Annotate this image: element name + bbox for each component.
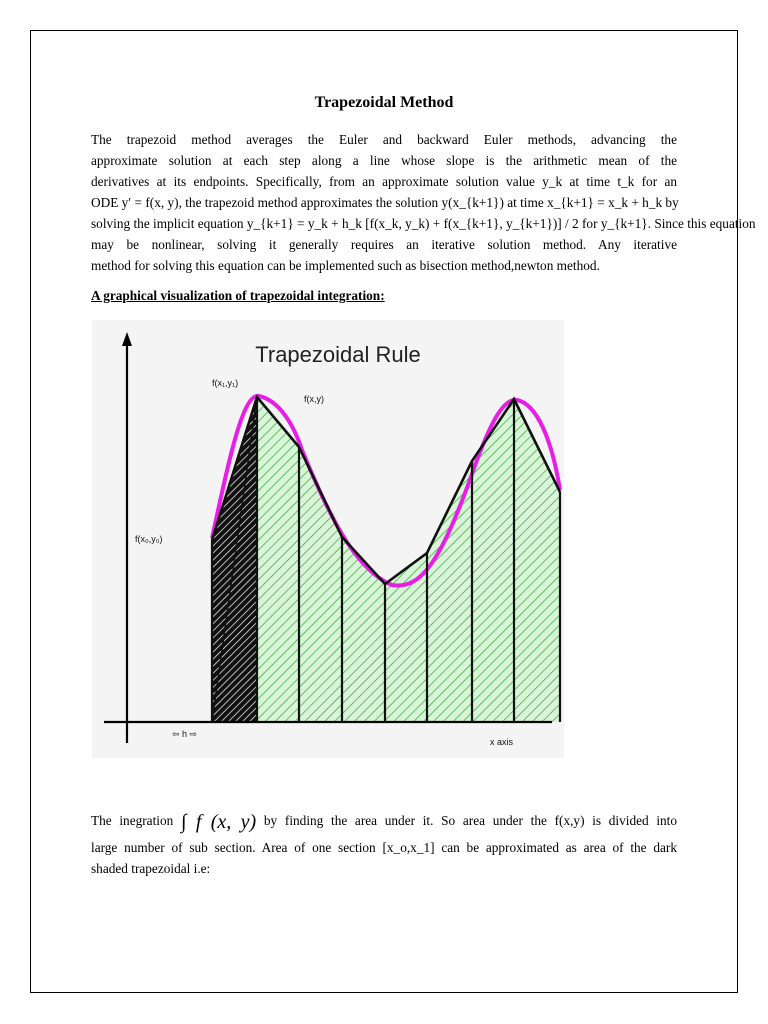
para1-line6: may be nonlinear, solving it generally requires an iterative solution method. Any iterative [91, 237, 677, 252]
intro-paragraph [91, 129, 756, 276]
label-fx1y1: f(x₁,y₁) [212, 378, 239, 388]
integration-paragraph [91, 806, 677, 879]
trapezoidal-rule-figure [92, 320, 564, 758]
para1-line2: approximate solution at each step along a line whose slope is the arithmetic mean of the [91, 153, 677, 168]
para2-line1 [91, 806, 677, 837]
label-x-axis: x axis [490, 737, 514, 747]
para2-line1-pre: The inegration [91, 813, 174, 828]
para1-line7: method for solving this equation can be implemented such as bisection method,newton method. [91, 258, 600, 273]
section-subheading: A graphical visualization of trapezoidal integration: [91, 288, 385, 303]
para2-line2: large number of sub section. Area of one section [x_o,x_1] can be approximated as area of the dark [91, 840, 677, 855]
label-h: ⇦ h ⇨ [172, 729, 198, 739]
para1-line4: ODE y′ = f(x, y), the trapezoid method approximates the solution y(x_{k+1}) at time x_{k+1} = x_k + h_k by [91, 195, 679, 210]
label-fx0y0: f(x₀,y₀) [135, 534, 163, 544]
para1-line5: solving the implicit equation y_{k+1} = y_k + h_k [f(x_k, y_k) + f(x_{k+1}, y_{k+1})] / 2 for y_{k+1}. Since this equation [91, 216, 756, 231]
label-fxy: f(x,y) [304, 394, 324, 404]
para1-line3: derivatives at its endpoints. Specifically, from an approximate solution value y_k at time t_k for an [91, 174, 677, 189]
trapezoidal-rule-diagram [92, 320, 564, 758]
page-title: Trapezoidal Method [314, 94, 454, 111]
integral-expression: ∫ f (x, y) [180, 811, 257, 833]
figure-title: Trapezoidal Rule [255, 342, 421, 367]
para2-line1-post: by finding the area under it. So area under the f(x,y) is divided into [263, 813, 678, 828]
y-axis-arrow-icon [122, 332, 132, 346]
para1-line1: The trapezoid method averages the Euler and backward Euler methods, advancing the [91, 132, 677, 147]
para2-line3: shaded trapezoidal i.e: [91, 861, 211, 876]
